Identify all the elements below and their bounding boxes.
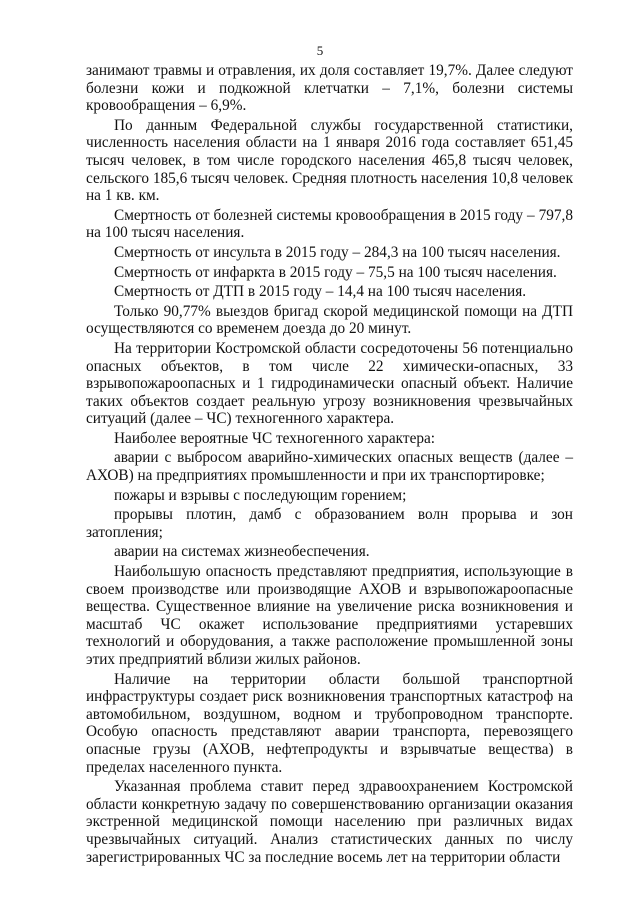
paragraph: Наличие на территории области большой транспортной инфраструктуры создает риск возникновения транспортных катастроф на автомобильном, воздушном, водном и трубопроводном транспорте. Особую опасность представляют аварии транспорта, перевозящего опасные грузы (АХОВ, нефтепродукты и взрывчатые вещества) в пределах населенного пункта.: [86, 670, 573, 776]
page-number: 5: [316, 43, 324, 58]
paragraph: Наиболее вероятные ЧС техногенного характера:: [114, 429, 436, 447]
document-body: [86, 62, 573, 866]
paragraph: По данным Федеральной службы государственной статистики, численность населения области на 1 января 2016 года составляет 651,45 тысяч человек, в том числе городского населения 465,8 тысяч человек, сельского 185,6 тысяч человек. Средняя плотность населения 10,8 человек на 1 кв. км.: [86, 116, 574, 205]
paragraph: Указанная проблема ставит перед здравоохранением Костромской области конкретную задачу по совершенствованию организации оказания экстренной медицинской помощи населению при различных видах чрезвычайных ситуаций. Анализ статистических данных по числу зарегистрированных ЧС за последние восемь лет на территории области: [86, 778, 573, 866]
paragraph: Смертность от болезней системы кровообращения в 2015 году – 797,8 на 100 тысяч населения.: [86, 206, 573, 242]
paragraph: Наибольшую опасность представляют предприятия, использующие в своем производстве или производящие АХОВ и взрывопожароопасные вещества. Существенное влияние на увеличение риска возникновения и масштаб ЧС окажет использование предприятиями устаревших технологий и оборудования, а также расположение промышленной зоны этих предприятий вблизи жилых районов.: [86, 563, 573, 668]
paragraph: Смертность от ДТП в 2015 году – 14,4 на 100 тысяч населения.: [114, 283, 527, 301]
paragraph: Смертность от инфаркта в 2015 году – 75,5 на 100 тысяч населения.: [114, 263, 557, 281]
paragraph: Только 90,77% выездов бригад скорой медицинской помощи на ДТП осуществляются со временем доезда до 20 минут.: [86, 302, 573, 338]
paragraph: Смертность от инсульта в 2015 году – 284,3 на 100 тысяч населения.: [114, 243, 561, 261]
paragraph: прорывы плотин, дамб с образованием волн прорыва и зон затопления;: [86, 506, 573, 541]
paragraph: аварии с выбросом аварийно-химических опасных веществ (далее – АХОВ) на предприятиях промышленности и при их транспортировке;: [86, 449, 573, 485]
paragraph: аварии на системах жизнеобеспечения.: [114, 543, 370, 561]
paragraph: занимают травмы и отравления, их доля составляет 19,7%. Далее следуют болезни кожи и подкожной клетчатки – 7,1%, болезни системы кровообращения – 6,9%.: [86, 62, 573, 115]
paragraph: пожары и взрывы с последующим горением;: [114, 486, 407, 504]
paragraph: На территории Костромской области сосредоточены 56 потенциально опасных объектов, в том числе 22 химически-опасных, 33 взрывопожароопасных и 1 гидродинамически опасный объект. Наличие таких объектов создает реальную угрозу возникновения чрезвычайных ситуаций (далее – ЧС) техногенного характера.: [86, 339, 573, 428]
